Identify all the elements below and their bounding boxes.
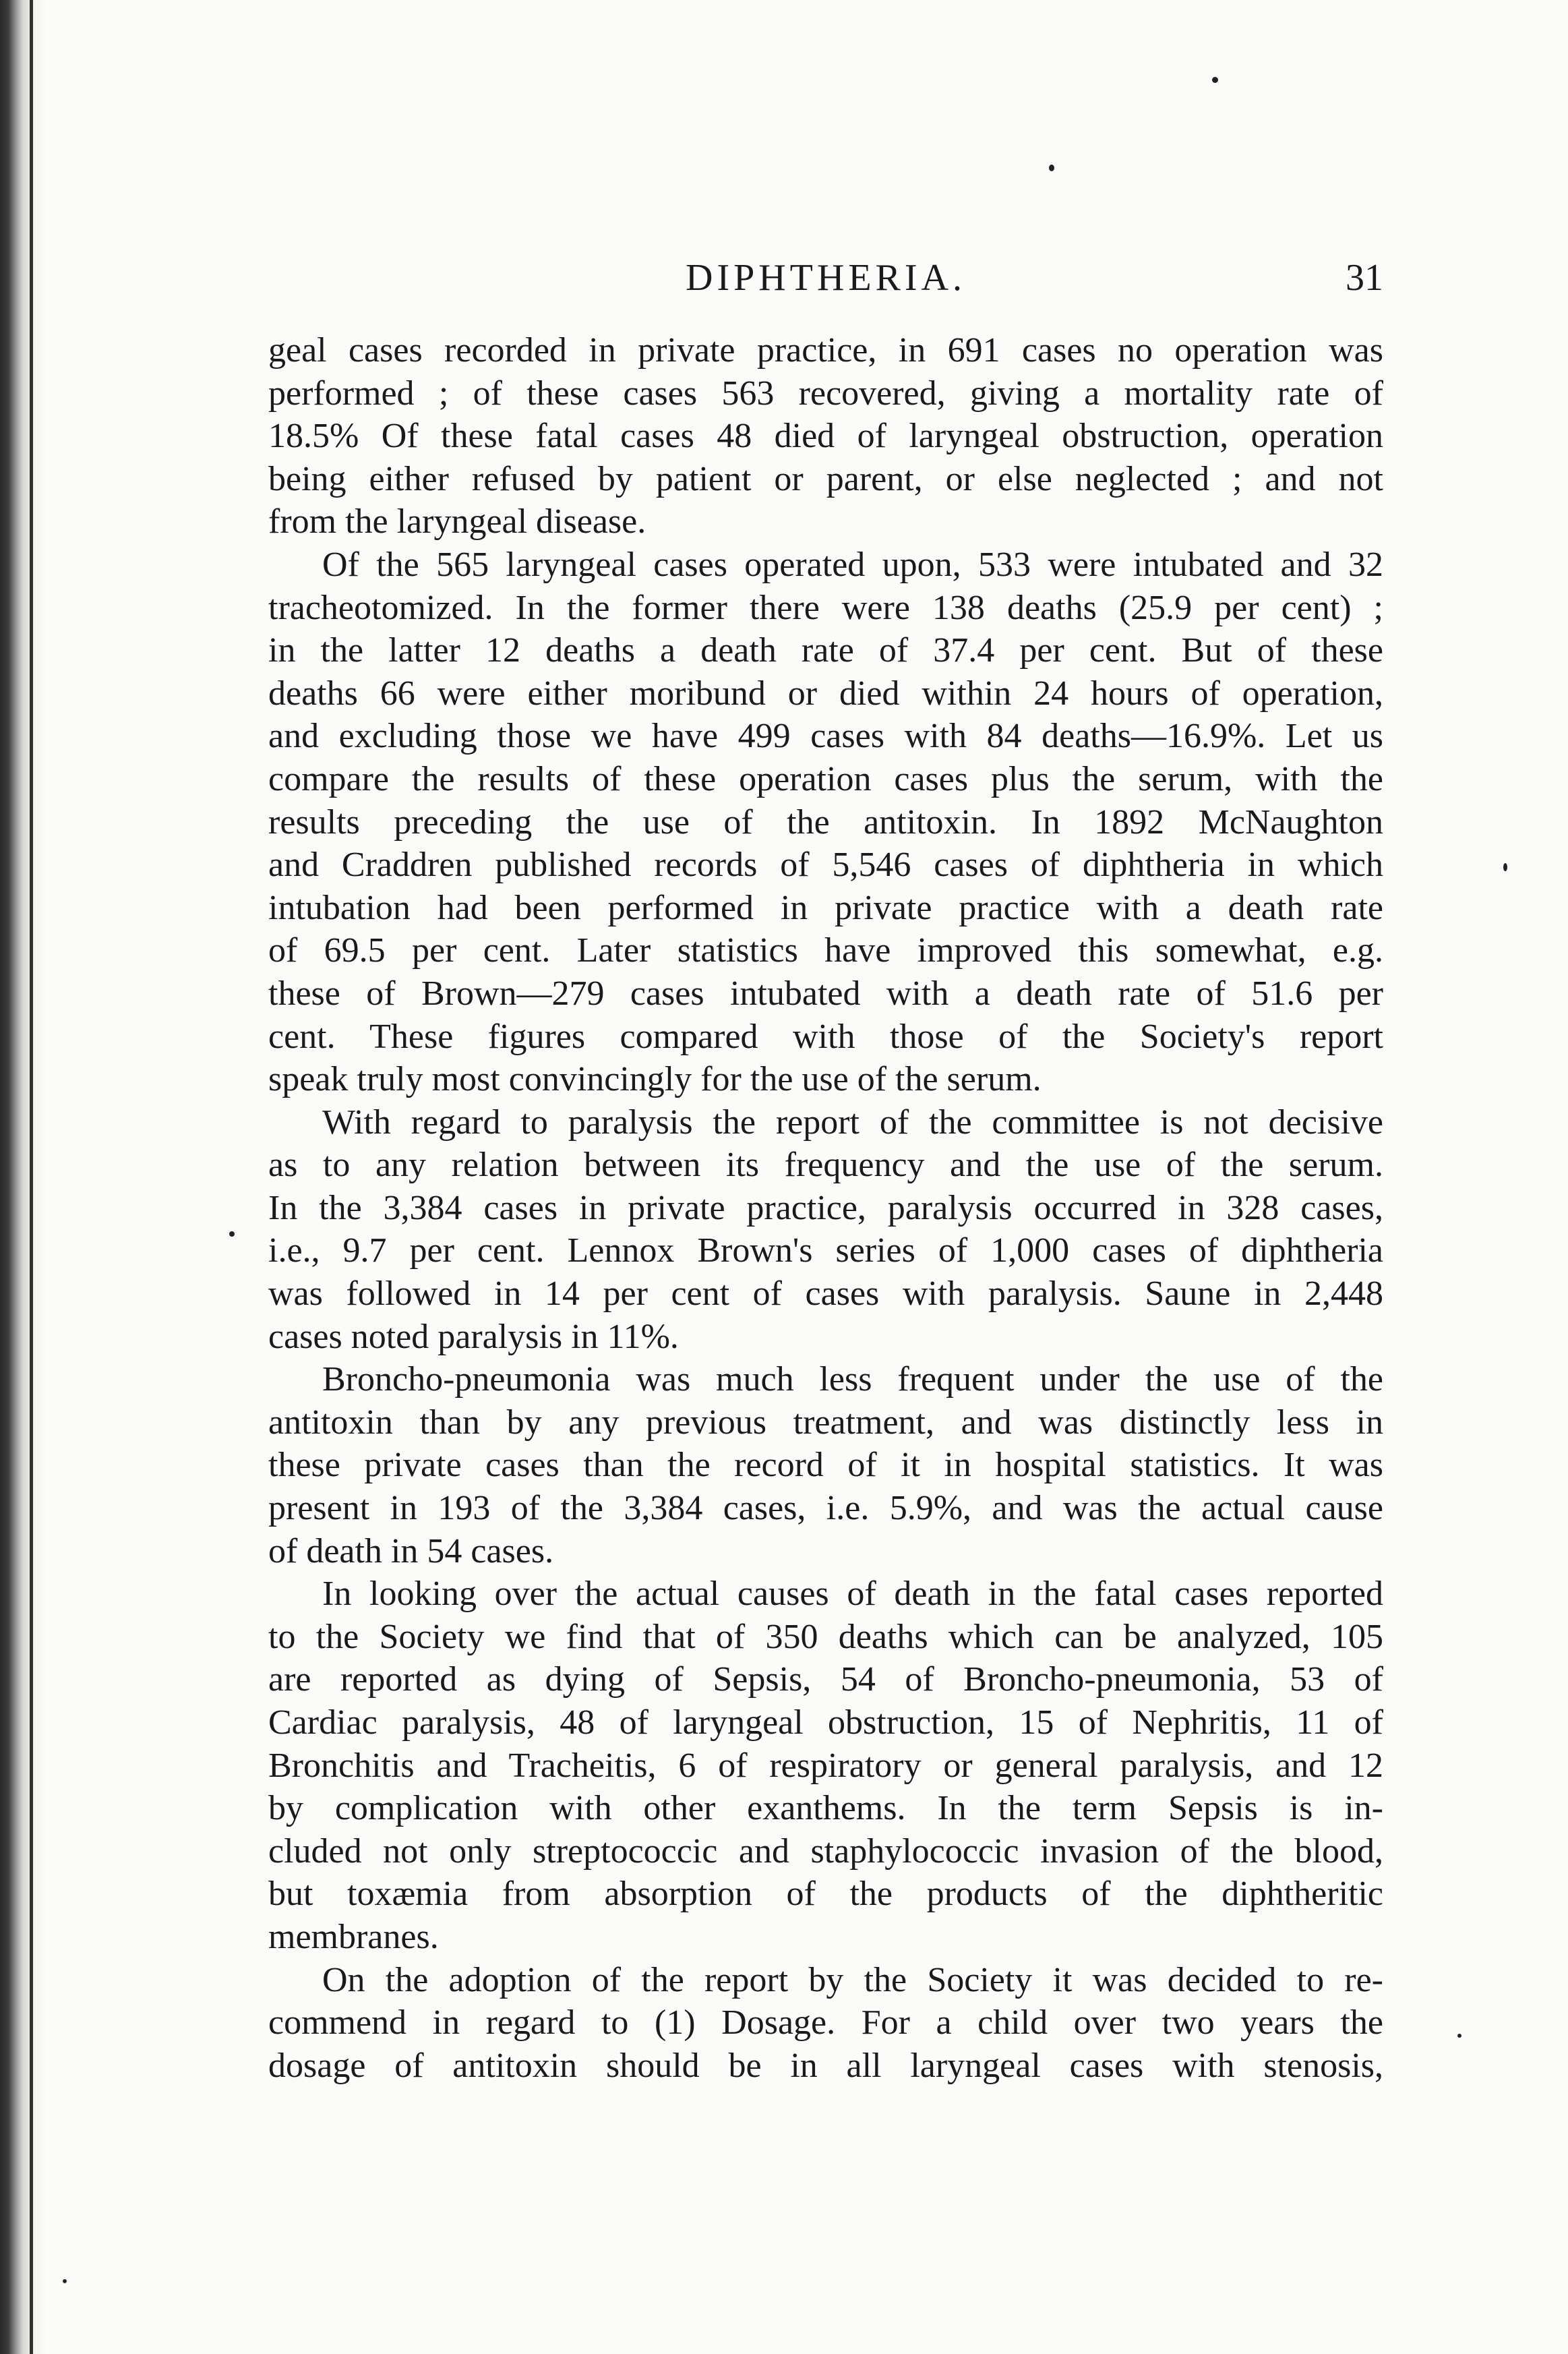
text-line: of death in 54 cases. — [268, 1531, 554, 1570]
text-body — [268, 329, 1383, 2087]
binding-edge — [0, 0, 47, 2354]
text-line: Of the 565 laryngeal cases operated upon, 533 were intubated and 32 — [322, 545, 1383, 584]
text-line: of 69.5 per cent. Later statistics have improved this somewhat, e.g. — [268, 931, 1383, 970]
paragraph — [268, 1101, 1383, 1359]
paragraph — [268, 1358, 1383, 1572]
paragraph — [268, 329, 1383, 543]
scan-speck — [1212, 77, 1218, 83]
text-line: was followed in 14 per cent of cases with paralysis. Saune in 2,448 — [268, 1274, 1383, 1314]
text-line: dosage of antitoxin should be in all laryngeal cases with stenosis, — [268, 2046, 1383, 2085]
text-line: 18.5% Of these fatal cases 48 died of laryngeal obstruction, operation — [268, 417, 1383, 456]
scan-speck — [1049, 165, 1054, 171]
paragraph — [268, 1572, 1383, 1958]
text-line: i.e., 9.7 per cent. Lennox Brown's series of 1,000 cases of diphtheria — [268, 1231, 1383, 1270]
text-line: tracheotomized. In the former there were 138 deaths (25.9 per cent) ; — [268, 588, 1383, 627]
text-line: present in 193 of the 3,384 cases, i.e. 5.9%, and was the actual cause — [268, 1489, 1383, 1528]
text-line: in the latter 12 deaths a death rate of 37.4 per cent. But of these — [268, 631, 1383, 670]
text-line: geal cases recorded in private practice, in 691 cases no operation was — [268, 331, 1383, 370]
running-head — [268, 251, 1383, 305]
text-line: and Craddren published records of 5,546 cases of diphtheria in which — [268, 846, 1383, 885]
text-line: Cardiac paralysis, 48 of laryngeal obstruction, 15 of Nephritis, 11 of — [268, 1703, 1383, 1742]
text-line: intubation had been performed in private practice with a death rate — [268, 888, 1383, 927]
text-line: by complication with other exanthems. In the term Sepsis is in- — [268, 1789, 1383, 1828]
text-line: commend in regard to (1) Dosage. For a child over two years the — [268, 2003, 1383, 2042]
text-line: membranes. — [268, 1917, 439, 1956]
text-line: performed ; of these cases 563 recovered, giving a mortality rate of — [268, 374, 1383, 413]
text-line: Broncho-pneumonia was much less frequent under the use of the — [322, 1360, 1383, 1399]
binding-line — [30, 0, 33, 2354]
text-line: as to any relation between its frequency and the use of the serum. — [268, 1146, 1383, 1185]
paragraph — [268, 543, 1383, 1101]
text-line: these private cases than the record of it in hospital statistics. It was — [268, 1446, 1383, 1485]
text-line: from the laryngeal disease. — [268, 502, 646, 541]
text-line: cases noted paralysis in 11%. — [268, 1317, 679, 1356]
page-number: 31 — [1346, 257, 1383, 299]
text-line: deaths 66 were either moribund or died within 24 hours of operation, — [268, 674, 1383, 713]
text-line: but toxæmia from absorption of the products of the diphtheritic — [268, 1875, 1383, 1914]
text-line: In looking over the actual causes of death in the fatal cases reported — [322, 1575, 1383, 1614]
scan-speck — [1457, 2034, 1461, 2038]
scan-speck — [63, 2279, 67, 2283]
text-line: these of Brown—279 cases intubated with a death rate of 51.6 per — [268, 974, 1383, 1013]
text-line: results preceding the use of the antitoxin. In 1892 McNaughton — [268, 802, 1383, 842]
text-line: are reported as dying of Sepsis, 54 of Broncho-pneumonia, 53 of — [268, 1660, 1383, 1699]
text-line: In the 3,384 cases in private practice, paralysis occurred in 328 cases, — [268, 1188, 1383, 1227]
running-title: DIPHTHERIA. — [686, 257, 966, 299]
scan-speck — [229, 1231, 235, 1237]
text-line: speak truly most convincingly for the use of the serum. — [268, 1060, 1042, 1099]
text-line: Bronchitis and Tracheitis, 6 of respiratory or general paralysis, and 12 — [268, 1746, 1383, 1785]
paragraph — [268, 1959, 1383, 2088]
text-line: to the Society we find that of 350 deaths which can be analyzed, 105 — [268, 1617, 1383, 1656]
text-line: being either refused by patient or parent, or else neglected ; and not — [268, 459, 1383, 498]
text-line: On the adoption of the report by the Society it was decided to re- — [322, 1960, 1383, 1999]
text-line: cluded not only streptococcic and staphylococcic invasion of the blood, — [268, 1831, 1383, 1871]
text-line: compare the results of these operation cases plus the serum, with the — [268, 759, 1383, 798]
text-line: antitoxin than by any previous treatment, and was distinctly less in — [268, 1403, 1383, 1442]
text-line: With regard to paralysis the report of the committee is not decisive — [322, 1102, 1383, 1142]
text-line: and excluding those we have 499 cases with 84 deaths—16.9%. Let us — [268, 717, 1383, 756]
text-line: cent. These figures compared with those of the Society's report — [268, 1017, 1383, 1056]
scan-speck — [1503, 863, 1507, 871]
